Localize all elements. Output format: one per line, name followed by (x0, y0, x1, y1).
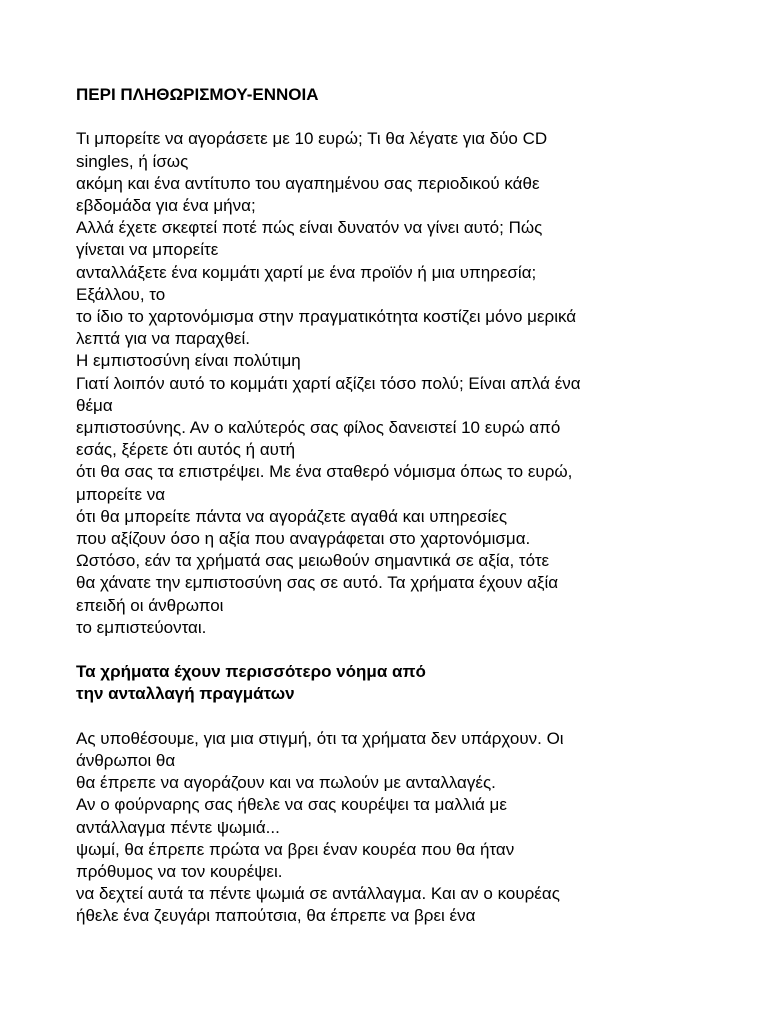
text-line: εσάς, ξέρετε ότι αυτός ή αυτή (76, 440, 296, 460)
text-line: Ας υποθέσουμε, για μια στιγμή, ότι τα χρήματα δεν υπάρχουν. Οι (76, 728, 564, 748)
text-line: το ίδιο το χαρτονόμισμα στην πραγματικότητα κοστίζει μόνο μερικά (76, 307, 577, 327)
text-line: που αξίζουν όσο η αξία που αναγράφεται στο χαρτονόμισμα. (76, 529, 531, 549)
text-line: άνθρωποι θα (76, 751, 176, 771)
text-line: θέμα (76, 395, 113, 415)
text-line: Γιατί λοιπόν αυτό το κομμάτι χαρτί αξίζει τόσο πολύ; Είναι απλά ένα (76, 373, 581, 393)
text-line: θα έπρεπε να αγοράζουν και να πωλούν με ανταλλαγές. (76, 773, 496, 793)
heading-line: Τα χρήματα έχουν περισσότερο νόημα από (76, 662, 426, 682)
text-line: εμπιστοσύνης. Αν ο καλύτερός σας φίλος δανειστεί 10 ευρώ από (76, 418, 561, 438)
text-line: γίνεται να μπορείτε (76, 240, 219, 260)
text-line: θα χάνατε την εμπιστοσύνη σας σε αυτό. Τα χρήματα έχουν αξία (76, 573, 559, 593)
blank-line (76, 106, 746, 128)
text-line: μπορείτε να (76, 484, 166, 504)
blank-line (76, 706, 746, 728)
text-line: Η εμπιστοσύνη είναι πολύτιμη (76, 351, 301, 371)
text-line: ακόμη και ένα αντίτυπο του αγαπημένου σας περιοδικού κάθε (76, 173, 540, 193)
document-page (76, 84, 746, 928)
text-line: πρόθυμος να τον κουρέψει. (76, 862, 283, 882)
text-line: επειδή οι άνθρωποι (76, 595, 224, 615)
section-2-body (76, 728, 746, 928)
text-line: Ωστόσο, εάν τα χρήματά σας μειωθούν σημαντικά σε αξία, τότε (76, 551, 550, 571)
text-line: singles, ή ίσως (76, 151, 189, 171)
text-line: ψωμί, θα έπρεπε πρώτα να βρει έναν κουρέα που θα ήταν (76, 839, 515, 859)
section-1-body (76, 128, 746, 639)
text-line: το εμπιστεύονται. (76, 617, 207, 637)
text-line: Τι μπορείτε να αγοράσετε με 10 ευρώ; Τι θα λέγατε για δύο CD (76, 129, 548, 149)
section-2-heading (76, 661, 746, 705)
text-line: αντάλλαγμα πέντε ψωμιά... (76, 817, 280, 837)
text-line: ήθελε ένα ζευγάρι παπούτσια, θα έπρεπε να βρει ένα (76, 906, 476, 926)
text-line: ανταλλάξετε ένα κομμάτι χαρτί με ένα προϊόν ή μια υπηρεσία; (76, 262, 537, 282)
text-line: ότι θα μπορείτε πάντα να αγοράζετε αγαθά και υπηρεσίες (76, 506, 508, 526)
text-line: λεπτά για να παραχθεί. (76, 329, 250, 349)
document-title: ΠΕΡΙ ΠΛΗΘΩΡΙΣΜΟΥ-ΕΝΝΟΙΑ (76, 85, 319, 104)
text-line: Αλλά έχετε σκεφτεί ποτέ πώς είναι δυνατόν να γίνει αυτό; Πώς (76, 218, 543, 238)
text-line: ότι θα σας τα επιστρέψει. Με ένα σταθερό νόμισμα όπως το ευρώ, (76, 462, 573, 482)
text-line: να δεχτεί αυτά τα πέντε ψωμιά σε αντάλλαγμα. Και αν ο κουρέας (76, 884, 560, 904)
text-line: Αν ο φούρναρης σας ήθελε να σας κουρέψει τα μαλλιά με (76, 795, 507, 815)
heading-line: την ανταλλαγή πραγμάτων (76, 684, 295, 704)
blank-line (76, 639, 746, 661)
text-line: εβδομάδα για ένα μήνα; (76, 196, 256, 215)
text-line: Εξάλλου, το (76, 284, 166, 304)
